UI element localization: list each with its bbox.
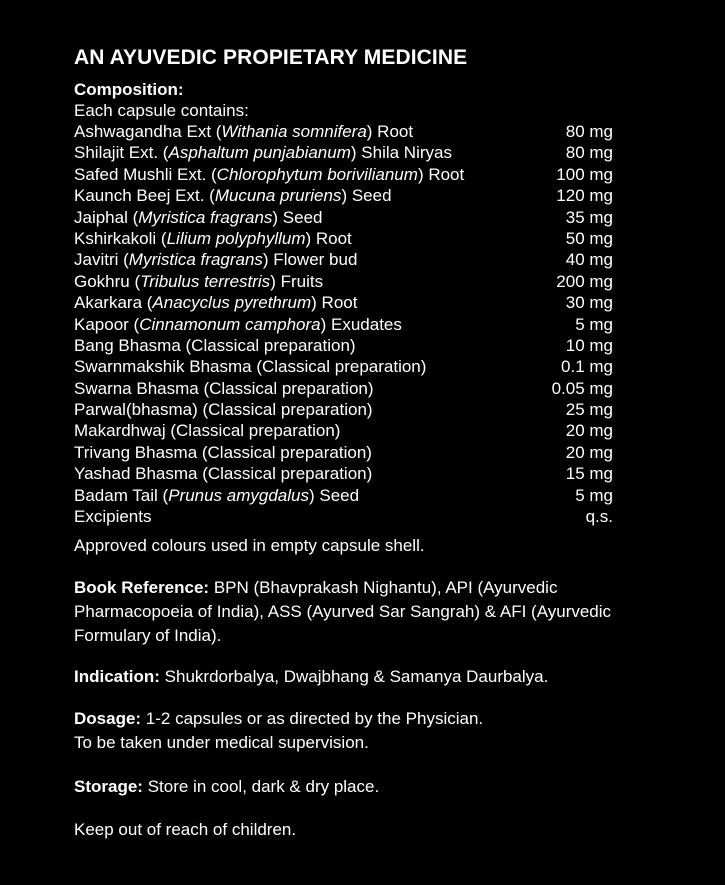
- book-reference: [74, 576, 664, 648]
- ingredient-name: [74, 399, 373, 420]
- ingredient-part: ) Flower bud: [262, 250, 358, 270]
- composition-row: [74, 271, 613, 292]
- ingredient-part: ) Root: [305, 228, 352, 248]
- ingredient-name: [74, 335, 356, 356]
- ingredient-name: [74, 314, 402, 335]
- ingredient-name-text: Safed Mushli Ext. (: [74, 164, 217, 184]
- ingredient-amount: 200 mg: [556, 271, 613, 291]
- ingredient-name: [74, 271, 323, 292]
- colours-note: Approved colours used in empty capsule shell.: [74, 536, 425, 555]
- ingredient-name: [74, 228, 352, 249]
- ingredient-part: ) Fruits: [270, 271, 324, 291]
- ingredient-amount: 30 mg: [565, 293, 613, 313]
- book-reference-label: Book Reference:: [74, 578, 210, 597]
- composition-row: [74, 335, 613, 356]
- storage-text: Store in cool, dark & dry place.: [142, 777, 380, 796]
- ingredient-amount: 120 mg: [556, 186, 613, 206]
- ingredient-part: ) Root: [311, 293, 358, 313]
- ingredient-part: ) Seed: [272, 207, 323, 227]
- composition-row: [74, 228, 613, 249]
- ingredient-name: [74, 485, 359, 506]
- ingredient-amount: 10 mg: [565, 335, 613, 355]
- ingredient-name: [74, 207, 323, 228]
- ingredient-name-text: Excipients: [74, 507, 152, 527]
- composition-row: [74, 378, 613, 399]
- ingredient-name: [74, 378, 374, 399]
- composition-row: [74, 485, 613, 506]
- ingredient-name-text: Javitri (: [74, 250, 129, 270]
- ingredient-name: [74, 164, 464, 185]
- ingredient-name: [74, 185, 392, 206]
- composition-row: [74, 314, 613, 335]
- ingredient-name: [74, 420, 340, 441]
- ingredient-name: [74, 249, 357, 270]
- dosage-text: 1-2 capsules or as directed by the Physician.: [141, 709, 484, 728]
- ingredient-name-text: Makardhwaj (Classical preparation): [74, 421, 341, 441]
- composition-row: [74, 420, 613, 441]
- ingredient-amount: 40 mg: [565, 250, 613, 270]
- ingredient-latin-name: Myristica fragrans: [138, 207, 273, 227]
- ingredient-amount: 25 mg: [565, 400, 613, 420]
- composition-row: [74, 506, 613, 527]
- ingredient-amount: 5 mg: [575, 314, 613, 334]
- ingredient-name-text: Jaiphal (: [74, 207, 139, 227]
- ingredient-part: ) Seed: [341, 186, 392, 206]
- ingredient-name-text: Trivang Bhasma (Classical preparation): [74, 442, 372, 462]
- ingredient-part: ) Root: [417, 164, 465, 184]
- ingredient-amount: 20 mg: [565, 421, 613, 441]
- ingredient-name-text: Swarnmakshik Bhasma (Classical preparation): [74, 357, 427, 377]
- ingredient-latin-name: Lilium polyphyllum: [166, 228, 306, 248]
- ingredient-amount: 0.05 mg: [551, 378, 613, 398]
- ingredient-part: ) Seed: [309, 485, 360, 505]
- ingredient-name: [74, 463, 372, 484]
- dosage: [74, 707, 674, 755]
- ingredient-name-text: Shilajit Ext. (: [74, 143, 169, 163]
- ingredient-latin-name: Withania somnifera: [221, 122, 367, 141]
- ingredient-part: ) Exudates: [320, 314, 402, 334]
- ingredient-name-text: Kshirkakoli (: [74, 228, 167, 248]
- storage: [74, 775, 674, 799]
- ingredient-part: ) Shila Niryas: [350, 143, 452, 163]
- dosage-label: Dosage:: [74, 709, 142, 728]
- ingredient-name-text: Ashwagandha Ext (: [74, 122, 222, 141]
- ingredient-latin-name: Anacyclus pyrethrum: [152, 293, 312, 313]
- composition-row: [74, 142, 613, 163]
- ingredient-amount: 100 mg: [556, 164, 613, 184]
- ingredient-name: [74, 142, 452, 163]
- ingredient-amount: 80 mg: [565, 122, 613, 141]
- ingredient-latin-name: Mucuna pruriens: [214, 186, 342, 206]
- ingredient-name: [74, 506, 151, 527]
- ingredient-amount: q.s.: [585, 507, 613, 527]
- ingredient-name: [74, 442, 372, 463]
- ingredient-name-text: Bang Bhasma (Classical preparation): [74, 335, 356, 355]
- composition-row: [74, 207, 613, 228]
- ingredient-name-text: Kaunch Beej Ext. (: [74, 186, 215, 206]
- ingredient-amount: 0.1 mg: [561, 357, 613, 377]
- ingredient-latin-name: Tribulus terrestris: [140, 271, 271, 291]
- ingredient-amount: 80 mg: [565, 143, 613, 163]
- ingredient-amount: 15 mg: [565, 464, 613, 484]
- ingredient-name-text: Gokhru (: [74, 271, 141, 291]
- label-title: AN AYUVEDIC PROPIETARY MEDICINE: [74, 46, 468, 69]
- composition-table: [74, 121, 613, 527]
- ingredient-amount: 5 mg: [575, 485, 613, 505]
- ingredient-latin-name: Cinnamonum camphora: [139, 314, 321, 334]
- ingredient-amount: 50 mg: [565, 228, 613, 248]
- ingredient-amount: 35 mg: [565, 207, 613, 227]
- indication-text: Shukrdorbalya, Dwajbhang & Samanya Daurbalya.: [159, 667, 549, 686]
- keep-out-note: Keep out of reach of children.: [74, 820, 297, 839]
- indication: [74, 665, 674, 689]
- composition-row: [74, 442, 613, 463]
- ingredient-name-text: Badam Tail (: [74, 485, 169, 505]
- ingredient-name-text: Kapoor (: [74, 314, 140, 334]
- ingredient-name-text: Parwal(bhasma) (Classical preparation): [74, 400, 373, 420]
- ingredient-latin-name: Chlorophytum borivilianum: [216, 164, 418, 184]
- composition-row: [74, 121, 613, 142]
- ingredient-latin-name: Myristica fragrans: [128, 250, 263, 270]
- composition-row: [74, 399, 613, 420]
- ingredient-name: [74, 292, 357, 313]
- ingredient-name-text: Yashad Bhasma (Classical preparation): [74, 464, 373, 484]
- indication-label: Indication:: [74, 667, 160, 686]
- composition-intro: Each capsule contains:: [74, 101, 249, 120]
- ingredient-name: [74, 356, 426, 377]
- composition-row: [74, 292, 613, 313]
- composition-row: [74, 185, 613, 206]
- composition-heading: Composition:: [74, 80, 184, 99]
- dosage-note: To be taken under medical supervision.: [74, 733, 369, 752]
- ingredient-amount: 20 mg: [565, 442, 613, 462]
- ingredient-name: [74, 121, 413, 142]
- ingredient-part: ) Root: [366, 122, 414, 141]
- composition-row: [74, 249, 613, 270]
- composition-row: [74, 463, 613, 484]
- ingredient-name-text: Akarkara (: [74, 293, 153, 313]
- storage-label: Storage:: [74, 777, 143, 796]
- composition-row: [74, 164, 613, 185]
- ingredient-name-text: Swarna Bhasma (Classical preparation): [74, 378, 374, 398]
- book-reference-text: BPN (Bhavprakash Nighantu), API (Ayurvedic Pharmacopoeia of India), ASS (Ayurved Sar Sangrah) & AFI (Ayurvedic Formulary of India).: [74, 578, 612, 645]
- ingredient-latin-name: Prunus amygdalus: [168, 485, 309, 505]
- ingredient-latin-name: Asphaltum punjabianum: [168, 143, 351, 163]
- composition-row: [74, 356, 613, 377]
